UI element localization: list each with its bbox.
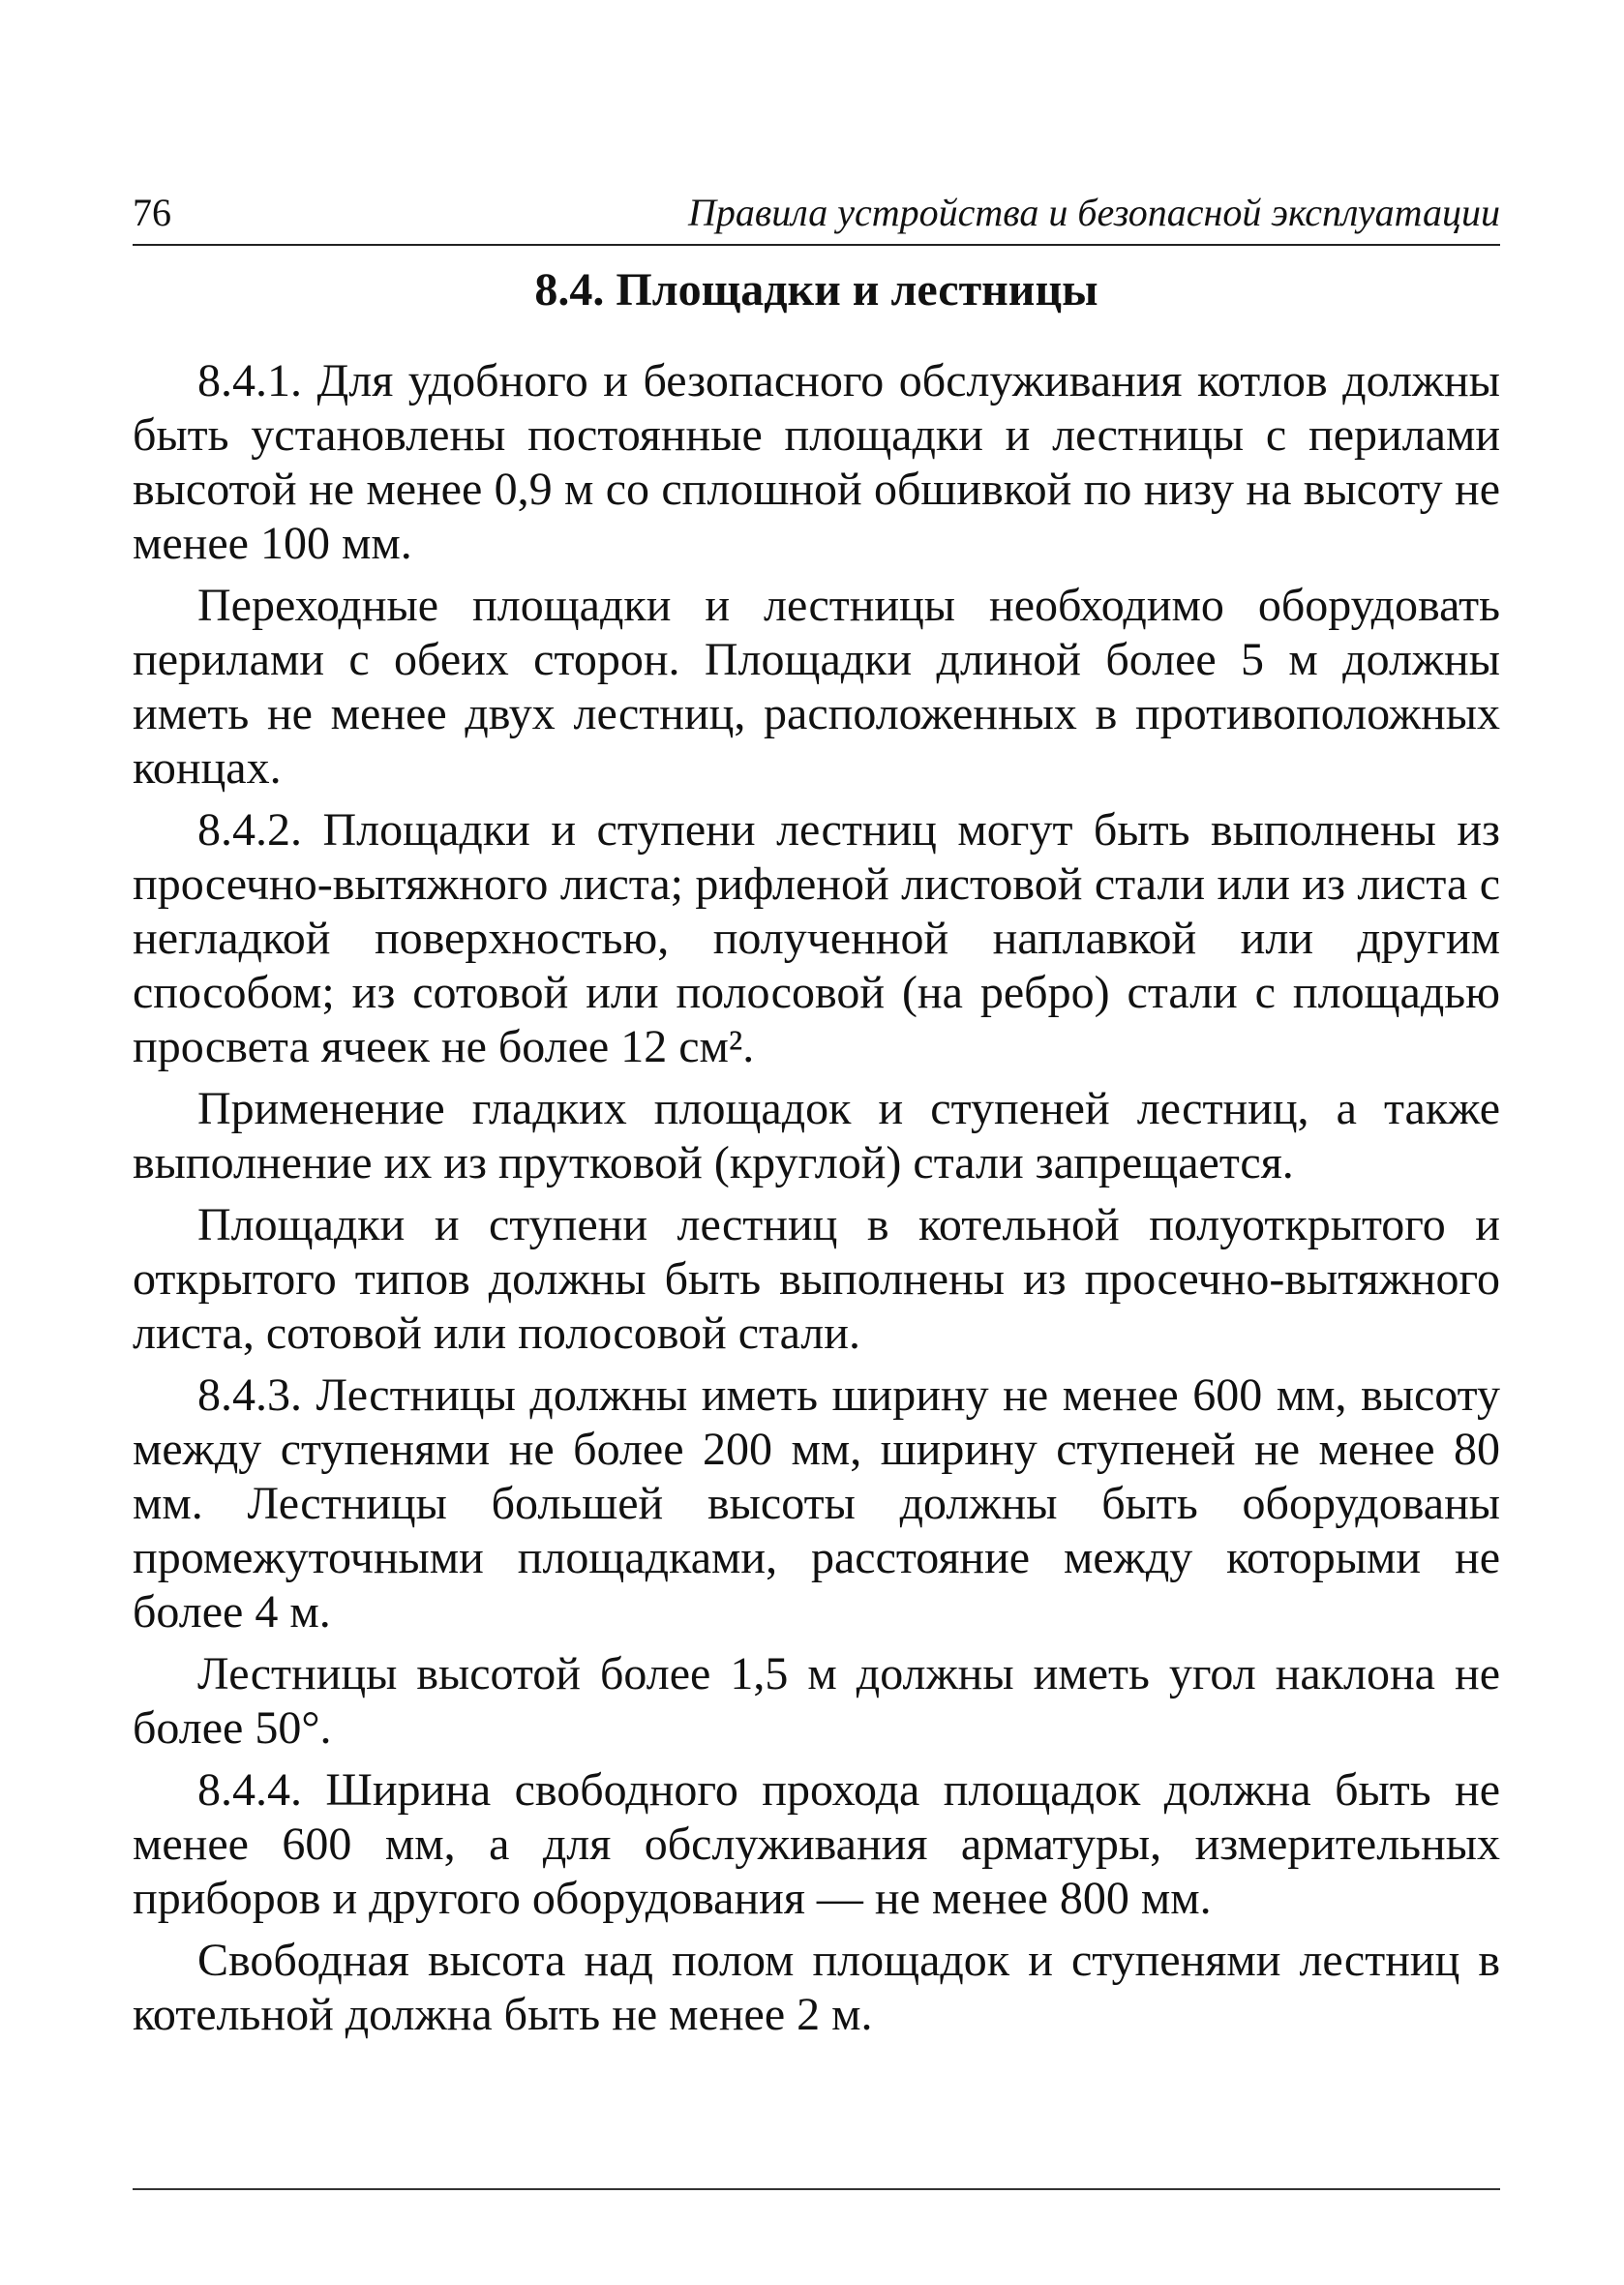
paragraph-open-boiler-room: Площадки и ступени лестниц в котельной полуоткрытого и открытого типов должны быть выполнены из просечно-вытяжного листа, сотовой или полосовой стали.: [133, 1199, 1500, 1359]
running-title: Правила устройства и безопасной эксплуатации: [688, 191, 1500, 234]
body-text: [133, 354, 1500, 2050]
paragraph-8-4-1: 8.4.1. Для удобного и безопасного обслуживания котлов должны быть установлены постоянные площадки и лестницы с перилами высотой не менее 0,9 м со сплошной обшивкой по низу на высоту не менее 100 мм.: [133, 355, 1500, 569]
page-number: 76: [133, 191, 171, 234]
section-title: 8.4. Площадки и лестницы: [534, 264, 1098, 316]
paragraph-stair-angle: Лестницы высотой более 1,5 м должны иметь угол наклона не более 50°.: [133, 1648, 1500, 1754]
footer-rule: [133, 2188, 1500, 2190]
paragraph-clear-height: Свободная высота над полом площадок и ступенями лестниц в котельной должна быть не менее 2 м.: [133, 1935, 1500, 2040]
paragraph-transition-platforms: Переходные площадки и лестницы необходимо оборудовать перилами с обеих сторон. Площадки длиной более 5 м должны иметь не менее двух лестниц, расположенных в противоположных концах.: [133, 580, 1500, 794]
paragraph-8-4-4: 8.4.4. Ширина свободного прохода площадок должна быть не менее 600 мм, а для обслуживания арматуры, измерительных приборов и другого оборудования — не менее 800 мм.: [133, 1764, 1500, 1924]
paragraph-smooth-prohibited: Применение гладких площадок и ступеней лестниц, а также выполнение их из прутковой (круглой) стали запрещается.: [133, 1083, 1500, 1188]
paragraph-8-4-3: 8.4.3. Лестницы должны иметь ширину не менее 600 мм, высоту между ступенями не более 200 мм, ширину ступеней не менее 80 мм. Лестницы большей высоты должны быть оборудованы промежуточными площадками, расстояние между которыми не более 4 м.: [133, 1369, 1500, 1638]
paragraph-8-4-2: 8.4.2. Площадки и ступени лестниц могут быть выполнены из просечно-вытяжного листа; рифленой листовой стали или из листа с негладкой поверхностью, полученной наплавкой или другим способом; из сотовой или полосовой (на ребро) стали с площадью просвета ячеек не более 12 см².: [133, 804, 1500, 1072]
running-header: [133, 190, 1500, 246]
